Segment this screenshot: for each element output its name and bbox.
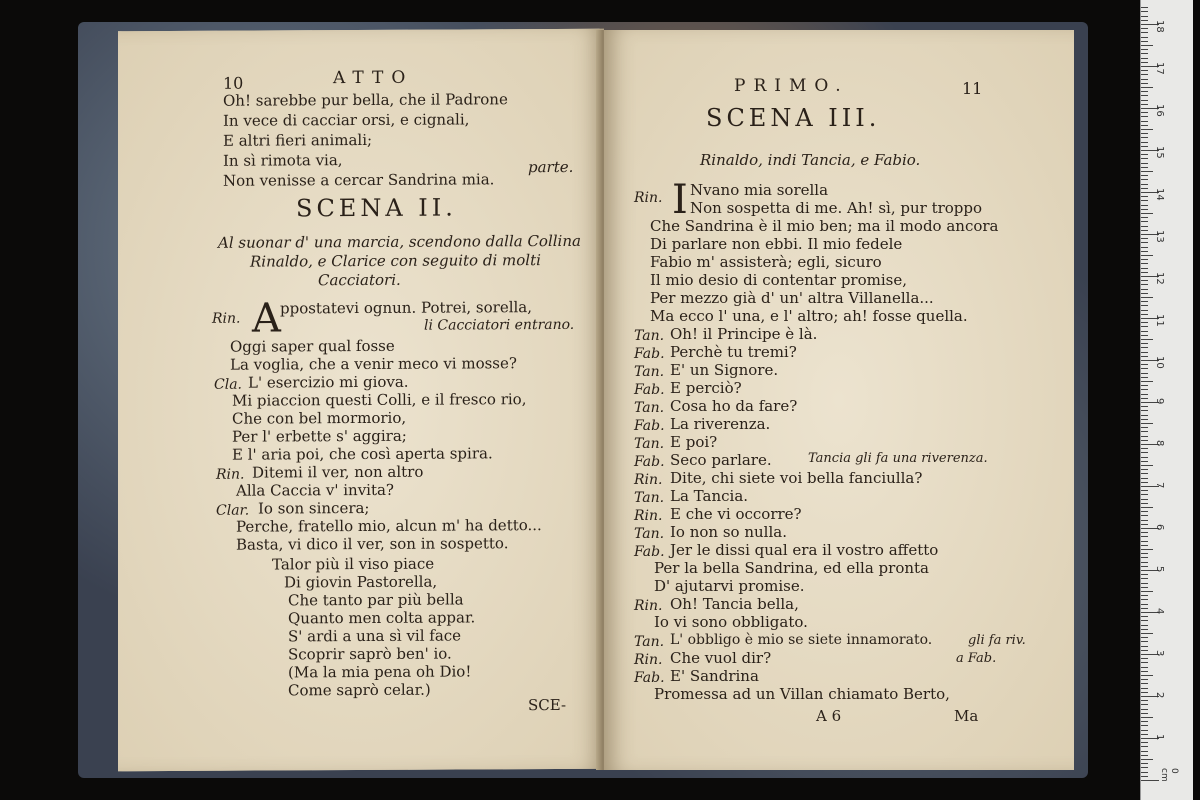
ruler-tick — [1141, 331, 1148, 332]
text-line: L' esercizio mi giova. — [248, 372, 409, 392]
ruler-tick — [1141, 583, 1148, 584]
ruler-tick — [1141, 158, 1148, 159]
text-line: Io non so nulla. — [670, 523, 787, 541]
ruler-tick — [1141, 562, 1148, 563]
ruler-tick — [1141, 188, 1148, 189]
song-line: Che tanto par più bella — [288, 590, 464, 610]
text-line: Io vi sono obbligato. — [654, 613, 808, 631]
text-line: Ditemi il ver, non altro — [252, 462, 424, 482]
speaker-label: Rin. — [634, 508, 663, 524]
ruler-tick — [1141, 667, 1148, 668]
ruler-tick — [1141, 389, 1148, 390]
ruler-tick — [1141, 465, 1153, 466]
ruler-tick — [1141, 310, 1148, 311]
text-line: E altri fieri animali; — [223, 130, 373, 150]
ruler-tick — [1141, 469, 1148, 470]
ruler-tick — [1141, 230, 1148, 231]
ruler-tick — [1141, 427, 1148, 428]
text-line: Di parlare non ebbi. Il mio fedele — [650, 235, 903, 253]
song-line: Di giovin Pastorella, — [284, 572, 438, 592]
ruler-tick — [1141, 263, 1148, 264]
ruler-tick — [1141, 461, 1148, 462]
ruler-tick — [1141, 121, 1148, 122]
text-line: E poi? — [670, 433, 718, 451]
exit-note: parte. — [528, 157, 574, 177]
ruler-tick — [1141, 553, 1148, 554]
ruler-tick — [1141, 58, 1148, 59]
ruler-tick — [1141, 381, 1153, 382]
ruler-tick — [1141, 137, 1148, 138]
text-line: Perchè tu tremi? — [670, 343, 797, 361]
ruler-tick — [1141, 268, 1148, 269]
ruler-tick — [1141, 499, 1148, 500]
ruler-tick — [1141, 431, 1148, 432]
ruler-tick — [1141, 591, 1153, 592]
ruler-tick — [1141, 683, 1148, 684]
ruler-label: 8 — [1154, 440, 1165, 447]
ruler-label: 4 — [1154, 608, 1165, 615]
ruler-tick — [1141, 49, 1148, 50]
text-line: Per la bella Sandrina, ed ella pronta — [654, 559, 929, 577]
speaker-label: Tan. — [634, 400, 665, 416]
ruler-label: 17 — [1154, 62, 1165, 75]
song-line: Talor più il viso piace — [272, 554, 435, 574]
right-page — [604, 30, 1074, 770]
speaker-label: Tan. — [634, 490, 665, 506]
text-line: Che con bel mormorio, — [232, 408, 407, 428]
speaker-label: Fab. — [634, 346, 665, 362]
left-page — [118, 29, 604, 772]
ruler-tick — [1141, 423, 1153, 424]
ruler-tick — [1141, 20, 1148, 21]
ruler-tick — [1141, 322, 1148, 323]
ruler-tick — [1141, 713, 1148, 714]
ruler-tick — [1141, 671, 1148, 672]
text-line: La Tancia. — [670, 487, 749, 505]
ruler-tick — [1141, 368, 1148, 369]
ruler-tick — [1141, 339, 1153, 340]
ruler-label: 7 — [1154, 482, 1165, 489]
ruler-tick — [1141, 87, 1153, 88]
ruler-tick — [1141, 32, 1148, 33]
ruler-tick — [1141, 196, 1148, 197]
drop-cap: A — [252, 295, 281, 342]
ruler-tick — [1141, 734, 1148, 735]
ruler-tick — [1141, 578, 1148, 579]
page-number: 10 — [223, 73, 244, 93]
text-line: Mi piaccion questi Colli, e il fresco rio, — [232, 390, 527, 410]
ruler-tick — [1141, 154, 1148, 155]
ruler-tick — [1141, 730, 1148, 731]
text-line: Cosa ho da fare? — [670, 397, 798, 415]
ruler-tick — [1141, 293, 1148, 294]
ruler-tick — [1141, 305, 1148, 306]
ruler-tick — [1141, 242, 1148, 243]
ruler-tick — [1141, 356, 1148, 357]
catchword: Ma — [954, 707, 979, 725]
ruler-tick — [1141, 650, 1148, 651]
ruler-tick — [1141, 524, 1148, 525]
ruler-tick — [1141, 28, 1148, 29]
ruler-tick — [1141, 595, 1148, 596]
ruler-tick — [1141, 247, 1148, 248]
ruler-tick — [1141, 688, 1148, 689]
ruler-tick — [1141, 557, 1148, 558]
ruler-tick — [1141, 717, 1153, 718]
text-line: La riverenza. — [670, 415, 771, 433]
ruler-tick — [1141, 604, 1148, 605]
ruler-tick — [1141, 175, 1148, 176]
ruler-tick — [1141, 259, 1148, 260]
ruler-tick — [1141, 574, 1148, 575]
ruler-tick — [1141, 41, 1148, 42]
text-line: La voglia, che a venir meco vi mosse? — [230, 354, 517, 374]
ruler-tick — [1141, 364, 1148, 365]
ruler-tick — [1141, 314, 1148, 315]
text-line: Jer le dissi qual era il vostro affetto — [670, 541, 939, 559]
ruler-tick — [1141, 633, 1153, 634]
ruler-tick — [1141, 129, 1153, 130]
ruler-tick — [1141, 452, 1148, 453]
ruler-tick — [1141, 326, 1148, 327]
ruler-tick — [1141, 146, 1148, 147]
running-head: PRIMO. — [734, 76, 849, 96]
ruler-label: 18 — [1154, 20, 1165, 33]
ruler-tick — [1141, 767, 1148, 768]
ruler-tick — [1141, 385, 1148, 386]
stage-note: Tancia gli fa una riverenza. — [808, 451, 988, 466]
text-line: Nvano mia sorella — [690, 181, 829, 199]
speaker-label: Rin. — [212, 310, 241, 327]
ruler-tick — [1141, 83, 1148, 84]
text-line: Per mezzo già d' un' altra Villanella... — [650, 289, 934, 307]
stage-direction: Rinaldo, e Clarice con seguito di molti — [250, 251, 541, 271]
ruler-tick — [1141, 272, 1148, 273]
ruler-tick — [1141, 742, 1148, 743]
ruler-tick — [1141, 171, 1153, 172]
ruler-tick — [1141, 776, 1148, 777]
ruler-label: 9 — [1154, 398, 1165, 405]
text-line: In vece di cacciar orsi, e cignali, — [223, 110, 470, 130]
ruler-tick — [1141, 163, 1148, 164]
song-line: Come saprò celar.) — [288, 680, 431, 700]
text-line: ppostatevi ognun. Potrei, sorella, — [280, 298, 533, 318]
ruler-tick — [1141, 289, 1148, 290]
ruler-tick — [1141, 566, 1148, 567]
ruler-label: 15 — [1154, 146, 1165, 159]
ruler-tick — [1141, 301, 1148, 302]
speaker-label: Fab. — [634, 418, 665, 434]
text-line: Oggi saper qual fosse — [230, 336, 395, 356]
ruler-tick — [1141, 16, 1148, 17]
ruler-tick — [1141, 515, 1148, 516]
ruler-tick — [1141, 608, 1148, 609]
song-line: Quanto men colta appar. — [288, 608, 476, 628]
ruler-tick — [1141, 11, 1148, 12]
ruler-tick — [1141, 759, 1153, 760]
ruler-tick — [1141, 704, 1148, 705]
text-line: In sì rimota via, — [223, 151, 343, 170]
ruler-tick — [1141, 490, 1148, 491]
scene-title: SCENA II. — [296, 193, 457, 223]
ruler-tick — [1141, 780, 1159, 781]
speaker-label: Fab. — [634, 544, 665, 560]
ruler-tick — [1141, 100, 1148, 101]
text-line: Perche, fratello mio, alcun m' ha detto... — [236, 516, 542, 536]
ruler-tick — [1141, 440, 1148, 441]
text-line: E perciò? — [670, 379, 742, 397]
ruler-tick — [1141, 545, 1148, 546]
speaker-label: Fab. — [634, 670, 665, 686]
ruler-tick — [1141, 112, 1148, 113]
ruler-tick — [1141, 599, 1148, 600]
text-line: Che Sandrina è il mio ben; ma il modo ancora — [650, 217, 999, 235]
ruler-tick — [1141, 473, 1148, 474]
ruler-tick — [1141, 255, 1153, 256]
ruler-tick — [1141, 641, 1148, 642]
stage-direction: Al suonar d' una marcia, scendono dalla Collina — [218, 231, 581, 252]
stage-note: gli fa riv. — [968, 633, 1026, 648]
ruler-tick — [1141, 637, 1148, 638]
ruler-tick — [1141, 494, 1148, 495]
ruler-tick — [1141, 238, 1148, 239]
ruler-label: 5 — [1154, 566, 1165, 573]
text-line: Oh! Tancia bella, — [670, 595, 799, 613]
ruler-label: 11 — [1154, 314, 1165, 327]
ruler-tick — [1141, 37, 1148, 38]
ruler-tick — [1141, 751, 1148, 752]
ruler-label: 10 — [1154, 356, 1165, 369]
ruler-tick — [1141, 284, 1148, 285]
ruler-tick — [1141, 507, 1153, 508]
page-number: 11 — [962, 79, 983, 98]
catchword: SCE- — [528, 695, 567, 715]
ruler-tick — [1141, 377, 1148, 378]
speaker-label: Rin. — [634, 652, 663, 668]
text-line: Ma ecco l' una, e l' altro; ah! fosse quella. — [650, 307, 968, 325]
ruler-label: 12 — [1154, 272, 1165, 285]
ruler-tick — [1141, 520, 1148, 521]
text-line: Non venisse a cercar Sandrina mia. — [223, 170, 495, 190]
ruler-tick — [1141, 482, 1148, 483]
text-line: D' ajutarvi promise. — [654, 577, 805, 595]
text-line: Non sospetta di me. Ah! sì, pur troppo — [690, 199, 983, 217]
ruler-tick — [1141, 7, 1148, 8]
ruler-tick — [1141, 45, 1153, 46]
stage-direction: Rinaldo, indi Tancia, e Fabio. — [700, 151, 921, 169]
text-line: Oh! sarebbe pur bella, che il Padrone — [223, 90, 508, 110]
ruler-tick — [1141, 410, 1148, 411]
ruler-tick — [1141, 297, 1153, 298]
ruler-tick — [1141, 167, 1148, 168]
ruler-tick — [1141, 658, 1148, 659]
text-line: E' un Signore. — [670, 361, 779, 379]
ruler-tick — [1141, 406, 1148, 407]
scene-title: SCENA III. — [706, 104, 881, 132]
ruler-tick — [1141, 343, 1148, 344]
ruler-tick — [1141, 457, 1148, 458]
speaker-label: Tan. — [634, 436, 665, 452]
ruler-tick — [1141, 79, 1148, 80]
ruler-tick — [1141, 709, 1148, 710]
ruler-label: 1 — [1154, 734, 1165, 741]
song-line: (Ma la mia pena oh Dio! — [288, 662, 472, 682]
ruler-tick — [1141, 217, 1148, 218]
ruler-tick — [1141, 755, 1148, 756]
text-line: Alla Caccia v' invita? — [236, 480, 394, 500]
speaker-label: Tan. — [634, 364, 665, 380]
ruler-tick — [1141, 335, 1148, 336]
stage-direction: Cacciatori. — [318, 270, 401, 290]
text-line: Per l' erbette s' aggira; — [232, 426, 407, 446]
ruler-tick — [1141, 352, 1148, 353]
ruler-label: 14 — [1154, 188, 1165, 201]
drop-cap: I — [672, 177, 688, 223]
ruler-tick — [1141, 625, 1148, 626]
ruler-label: 13 — [1154, 230, 1165, 243]
text-line: Oh! il Principe è là. — [670, 325, 818, 343]
text-line: Io son sincera; — [258, 498, 370, 518]
ruler-tick — [1141, 373, 1148, 374]
speaker-label: Rin. — [634, 472, 663, 488]
text-line: L' obbligo è mio se siete innamorato. — [670, 632, 933, 648]
ruler-tick — [1141, 125, 1148, 126]
ruler-tick — [1141, 763, 1148, 764]
ruler-tick — [1141, 532, 1148, 533]
speaker-label: Rin. — [634, 598, 663, 614]
ruler-tick — [1141, 205, 1148, 206]
ruler-tick — [1141, 221, 1148, 222]
ruler-tick — [1141, 116, 1148, 117]
speaker-label: Rin. — [216, 466, 245, 483]
text-line: Dite, chi siete voi bella fanciulla? — [670, 469, 923, 487]
ruler-tick — [1141, 436, 1148, 437]
ruler-tick — [1141, 70, 1148, 71]
ruler-tick — [1141, 226, 1148, 227]
ruler-tick — [1141, 646, 1148, 647]
ruler-tick — [1141, 209, 1148, 210]
speaker-label: Rin. — [634, 190, 663, 206]
ruler-tick — [1141, 746, 1148, 747]
text-line: Promessa ad un Villan chiamato Berto, — [654, 685, 950, 703]
ruler-tick — [1141, 398, 1148, 399]
ruler-tick — [1141, 184, 1148, 185]
ruler-tick — [1141, 74, 1148, 75]
speaker-label: Clar. — [216, 502, 250, 519]
speaker-label: Fab. — [634, 454, 665, 470]
ruler-tick — [1141, 213, 1153, 214]
ruler-tick — [1141, 347, 1148, 348]
measuring-ruler — [1140, 0, 1193, 800]
ruler-tick — [1141, 662, 1148, 663]
running-head: ATTO — [333, 67, 414, 89]
stage-note: a Fab. — [956, 651, 997, 666]
signature-mark: A 6 — [816, 707, 842, 725]
text-line: Fabio m' assisterà; egli, sicuro — [650, 253, 882, 271]
ruler-unit: 0 cm — [1159, 768, 1179, 782]
ruler-tick — [1141, 415, 1148, 416]
ruler-tick — [1141, 394, 1148, 395]
ruler-tick — [1141, 536, 1148, 537]
stage-note: li Cacciatori entrano. — [424, 316, 575, 334]
ruler-tick — [1141, 53, 1148, 54]
text-line: E l' aria poi, che così aperta spira. — [232, 444, 493, 464]
ruler-tick — [1141, 448, 1148, 449]
ruler-tick — [1141, 616, 1148, 617]
ruler-tick — [1141, 725, 1148, 726]
ruler-tick — [1141, 142, 1148, 143]
text-line: Seco parlare. — [670, 451, 772, 469]
ruler-tick — [1141, 721, 1148, 722]
ruler-tick — [1141, 549, 1153, 550]
ruler-tick — [1141, 679, 1148, 680]
ruler-tick — [1141, 700, 1148, 701]
ruler-label: 6 — [1154, 524, 1165, 531]
speaker-label: Tan. — [634, 526, 665, 542]
speaker-label: Fab. — [634, 382, 665, 398]
ruler-tick — [1141, 772, 1148, 773]
ruler-tick — [1141, 675, 1153, 676]
ruler-tick — [1141, 179, 1148, 180]
ruler-tick — [1141, 280, 1148, 281]
text-line: Che vuol dir? — [670, 649, 772, 667]
ruler-label: 3 — [1154, 650, 1165, 657]
song-line: S' ardi a una sì vil face — [288, 626, 462, 646]
text-line: E che vi occorre? — [670, 505, 802, 523]
speaker-label: Tan. — [634, 328, 665, 344]
ruler-tick — [1141, 62, 1148, 63]
ruler-tick — [1141, 104, 1148, 105]
ruler-tick — [1141, 692, 1148, 693]
text-line: E' Sandrina — [670, 667, 759, 685]
text-line: Basta, vi dico il ver, son in sospetto. — [236, 534, 509, 554]
speaker-label: Tan. — [634, 634, 665, 650]
ruler-tick — [1141, 503, 1148, 504]
ruler-tick — [1141, 133, 1148, 134]
ruler-tick — [1141, 91, 1148, 92]
ruler-tick — [1141, 587, 1148, 588]
ruler-tick — [1141, 478, 1148, 479]
ruler-tick — [1141, 419, 1148, 420]
ruler-tick — [1141, 629, 1148, 630]
ruler-tick — [1141, 200, 1148, 201]
speaker-label: Cla. — [214, 376, 242, 393]
ruler-label: 2 — [1154, 692, 1165, 699]
ruler-label: 16 — [1154, 104, 1165, 117]
ruler-tick — [1141, 620, 1148, 621]
ruler-tick — [1141, 251, 1148, 252]
ruler-tick — [1141, 95, 1148, 96]
text-line: Il mio desio di contentar promise, — [650, 271, 907, 289]
ruler-tick — [1141, 511, 1148, 512]
ruler-tick — [1141, 541, 1148, 542]
song-line: Scoprir saprò ben' io. — [288, 644, 452, 664]
